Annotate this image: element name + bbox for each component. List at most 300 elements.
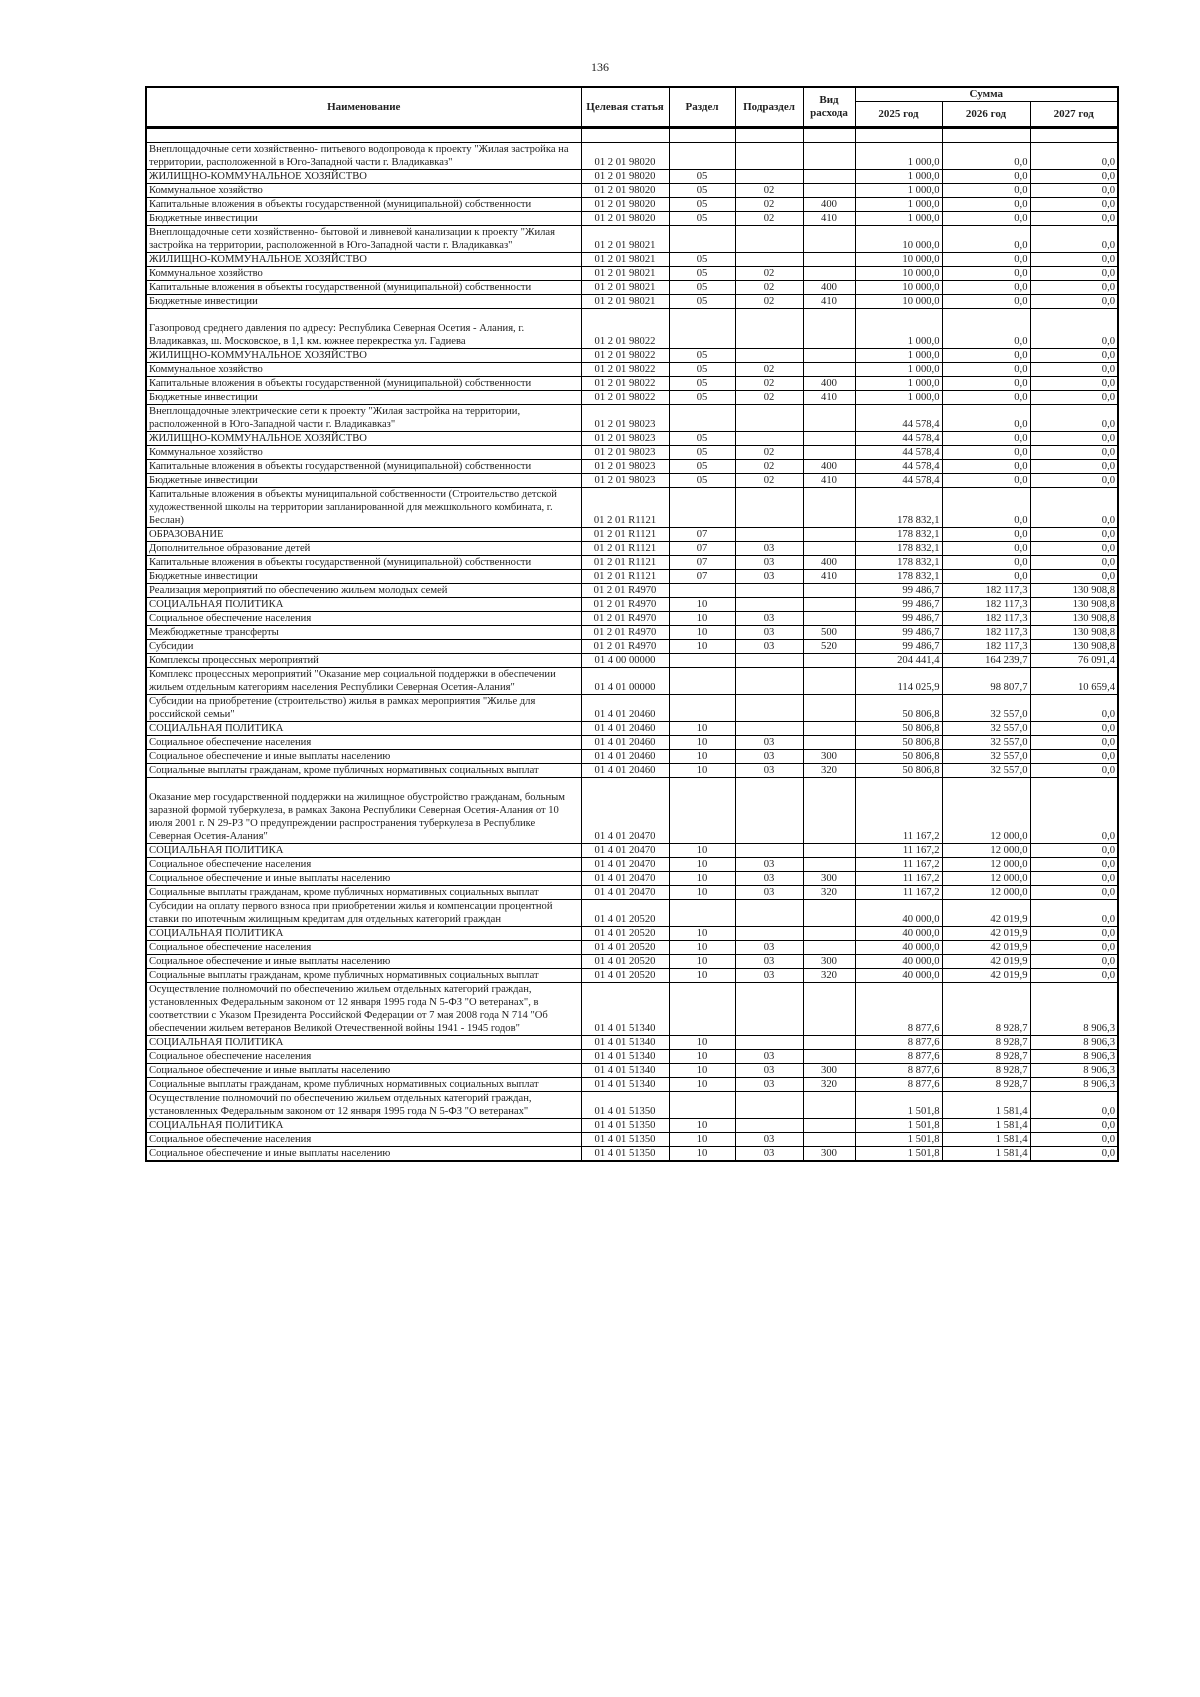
row-sum-2026: 0,0 bbox=[942, 391, 1030, 405]
row-sum-2025: 1 000,0 bbox=[855, 184, 942, 198]
row-subsection: 02 bbox=[735, 446, 803, 460]
row-expense-type: 400 bbox=[803, 556, 855, 570]
row-name: Коммунальное хозяйство bbox=[146, 184, 581, 198]
row-section: 05 bbox=[669, 446, 735, 460]
row-target-code: 01 2 01 98022 bbox=[581, 363, 669, 377]
row-sum-2026: 32 557,0 bbox=[942, 764, 1030, 778]
row-sum-2025: 10 000,0 bbox=[855, 295, 942, 309]
row-sum-2025: 204 441,4 bbox=[855, 654, 942, 668]
row-target-code: 01 2 01 R1121 bbox=[581, 528, 669, 542]
row-sum-2027: 0,0 bbox=[1030, 432, 1118, 446]
row-sum-2026: 164 239,7 bbox=[942, 654, 1030, 668]
row-name: Социальные выплаты гражданам, кроме публичных нормативных социальных выплат bbox=[146, 764, 581, 778]
row-section: 10 bbox=[669, 722, 735, 736]
row-name: ЖИЛИЩНО-КОММУНАЛЬНОЕ ХОЗЯЙСТВО bbox=[146, 349, 581, 363]
row-sum-2025: 50 806,8 bbox=[855, 736, 942, 750]
row-section: 10 bbox=[669, 1078, 735, 1092]
row-subsection: 02 bbox=[735, 363, 803, 377]
row-subsection bbox=[735, 654, 803, 668]
row-name: Внеплощадочные сети хозяйственно- бытовой и ливневой канализации к проекту "Жилая застройка на территории, расположенной в Юго-Западной части г. Владикавказ" bbox=[146, 226, 581, 253]
row-sum-2027: 0,0 bbox=[1030, 1119, 1118, 1133]
row-sum-2026: 0,0 bbox=[942, 226, 1030, 253]
row-sum-2026: 0,0 bbox=[942, 349, 1030, 363]
table-row bbox=[146, 1147, 1118, 1162]
row-target-code: 01 2 01 98023 bbox=[581, 432, 669, 446]
row-target-code: 01 2 01 R4970 bbox=[581, 626, 669, 640]
row-target-code: 01 4 01 51350 bbox=[581, 1119, 669, 1133]
row-sum-2026: 42 019,9 bbox=[942, 955, 1030, 969]
row-name: Социальное обеспечение населения bbox=[146, 941, 581, 955]
row-subsection bbox=[735, 844, 803, 858]
table-row bbox=[146, 1078, 1118, 1092]
row-sum-2025: 40 000,0 bbox=[855, 955, 942, 969]
row-subsection bbox=[735, 405, 803, 432]
row-expense-type bbox=[803, 722, 855, 736]
row-expense-type bbox=[803, 184, 855, 198]
row-subsection bbox=[735, 226, 803, 253]
row-subsection: 03 bbox=[735, 640, 803, 654]
row-section: 10 bbox=[669, 598, 735, 612]
row-name: Бюджетные инвестиции bbox=[146, 212, 581, 226]
row-sum-2025: 10 000,0 bbox=[855, 226, 942, 253]
row-sum-2025: 178 832,1 bbox=[855, 570, 942, 584]
table-row bbox=[146, 184, 1118, 198]
row-sum-2026: 0,0 bbox=[942, 184, 1030, 198]
table-row bbox=[146, 570, 1118, 584]
row-name: ЖИЛИЩНО-КОММУНАЛЬНОЕ ХОЗЯЙСТВО bbox=[146, 253, 581, 267]
row-sum-2027: 8 906,3 bbox=[1030, 1064, 1118, 1078]
row-sum-2027: 0,0 bbox=[1030, 764, 1118, 778]
row-name: ЖИЛИЩНО-КОММУНАЛЬНОЕ ХОЗЯЙСТВО bbox=[146, 432, 581, 446]
row-subsection: 03 bbox=[735, 872, 803, 886]
table-row bbox=[146, 281, 1118, 295]
row-sum-2025: 1 000,0 bbox=[855, 349, 942, 363]
table-row bbox=[146, 212, 1118, 226]
row-sum-2026: 32 557,0 bbox=[942, 695, 1030, 722]
row-name: Коммунальное хозяйство bbox=[146, 446, 581, 460]
row-section: 05 bbox=[669, 253, 735, 267]
row-sum-2025: 40 000,0 bbox=[855, 969, 942, 983]
table-row bbox=[146, 941, 1118, 955]
row-sum-2025: 1 501,8 bbox=[855, 1119, 942, 1133]
header-subsection: Подраздел bbox=[735, 87, 803, 128]
row-sum-2026: 1 581,4 bbox=[942, 1133, 1030, 1147]
row-expense-type bbox=[803, 844, 855, 858]
row-section bbox=[669, 405, 735, 432]
row-section: 10 bbox=[669, 955, 735, 969]
row-expense-type: 300 bbox=[803, 750, 855, 764]
row-sum-2026: 0,0 bbox=[942, 528, 1030, 542]
row-section: 05 bbox=[669, 184, 735, 198]
row-sum-2026: 0,0 bbox=[942, 542, 1030, 556]
row-subsection: 02 bbox=[735, 281, 803, 295]
row-expense-type bbox=[803, 1133, 855, 1147]
row-sum-2027: 8 906,3 bbox=[1030, 1036, 1118, 1050]
row-section: 10 bbox=[669, 612, 735, 626]
table-row bbox=[146, 488, 1118, 528]
row-section: 10 bbox=[669, 640, 735, 654]
row-subsection: 02 bbox=[735, 391, 803, 405]
row-section bbox=[669, 143, 735, 170]
header-year-2025: 2025 год bbox=[855, 102, 942, 128]
row-name: Осуществление полномочий по обеспечению жильем отдельных категорий граждан, установленных Федеральным законом от 12 января 1995 года N 5-ФЗ "О ветеранах" bbox=[146, 1092, 581, 1119]
row-target-code: 01 2 01 R4970 bbox=[581, 598, 669, 612]
row-sum-2027: 0,0 bbox=[1030, 695, 1118, 722]
row-section: 10 bbox=[669, 1147, 735, 1162]
table-row bbox=[146, 955, 1118, 969]
row-subsection: 02 bbox=[735, 212, 803, 226]
row-name: Внеплощадочные электрические сети к проекту "Жилая застройка на территории, расположенной в Юго-Западной части г. Владикавказ" bbox=[146, 405, 581, 432]
row-expense-type bbox=[803, 695, 855, 722]
row-subsection bbox=[735, 528, 803, 542]
row-sum-2025: 178 832,1 bbox=[855, 542, 942, 556]
row-target-code: 01 2 01 R4970 bbox=[581, 584, 669, 598]
row-name: СОЦИАЛЬНАЯ ПОЛИТИКА bbox=[146, 1119, 581, 1133]
row-target-code: 01 4 01 20460 bbox=[581, 722, 669, 736]
row-subsection: 03 bbox=[735, 626, 803, 640]
row-expense-type bbox=[803, 1036, 855, 1050]
row-sum-2026: 42 019,9 bbox=[942, 941, 1030, 955]
row-subsection: 02 bbox=[735, 267, 803, 281]
row-expense-type bbox=[803, 1050, 855, 1064]
row-sum-2026: 0,0 bbox=[942, 363, 1030, 377]
row-subsection: 03 bbox=[735, 750, 803, 764]
row-section: 05 bbox=[669, 295, 735, 309]
row-sum-2027: 0,0 bbox=[1030, 253, 1118, 267]
row-subsection bbox=[735, 349, 803, 363]
row-target-code: 01 4 01 51340 bbox=[581, 983, 669, 1036]
table-row bbox=[146, 612, 1118, 626]
row-sum-2027: 0,0 bbox=[1030, 1133, 1118, 1147]
table-row bbox=[146, 722, 1118, 736]
row-target-code: 01 4 01 20520 bbox=[581, 969, 669, 983]
table-row bbox=[146, 598, 1118, 612]
row-section bbox=[669, 900, 735, 927]
table-row bbox=[146, 377, 1118, 391]
row-sum-2027: 0,0 bbox=[1030, 941, 1118, 955]
row-target-code: 01 2 01 98022 bbox=[581, 349, 669, 363]
row-sum-2027: 0,0 bbox=[1030, 570, 1118, 584]
row-section bbox=[669, 668, 735, 695]
row-target-code: 01 4 01 20460 bbox=[581, 750, 669, 764]
row-sum-2027: 130 908,8 bbox=[1030, 584, 1118, 598]
row-subsection bbox=[735, 983, 803, 1036]
table-row bbox=[146, 654, 1118, 668]
row-expense-type bbox=[803, 528, 855, 542]
table-row bbox=[146, 542, 1118, 556]
row-sum-2026: 8 928,7 bbox=[942, 983, 1030, 1036]
row-expense-type: 520 bbox=[803, 640, 855, 654]
row-target-code: 01 4 01 20460 bbox=[581, 736, 669, 750]
row-sum-2027: 0,0 bbox=[1030, 1147, 1118, 1162]
table-row bbox=[146, 900, 1118, 927]
row-sum-2026: 182 117,3 bbox=[942, 598, 1030, 612]
row-section: 10 bbox=[669, 1036, 735, 1050]
row-target-code: 01 4 01 20470 bbox=[581, 872, 669, 886]
row-sum-2026: 8 928,7 bbox=[942, 1078, 1030, 1092]
row-section: 05 bbox=[669, 391, 735, 405]
row-expense-type bbox=[803, 542, 855, 556]
header-name: Наименование bbox=[146, 87, 581, 128]
row-expense-type: 400 bbox=[803, 198, 855, 212]
table-row bbox=[146, 778, 1118, 844]
row-name: Дополнительное образование детей bbox=[146, 542, 581, 556]
row-sum-2027: 0,0 bbox=[1030, 377, 1118, 391]
table-row bbox=[146, 886, 1118, 900]
table-row bbox=[146, 1119, 1118, 1133]
row-name: Субсидии на приобретение (строительство) жилья в рамках мероприятия "Жилье для российской семьи" bbox=[146, 695, 581, 722]
row-subsection bbox=[735, 432, 803, 446]
row-name: СОЦИАЛЬНАЯ ПОЛИТИКА bbox=[146, 598, 581, 612]
table-row bbox=[146, 267, 1118, 281]
row-sum-2025: 1 501,8 bbox=[855, 1147, 942, 1162]
table-row bbox=[146, 253, 1118, 267]
table-row bbox=[146, 349, 1118, 363]
header-section: Раздел bbox=[669, 87, 735, 128]
table-row bbox=[146, 405, 1118, 432]
row-section: 07 bbox=[669, 570, 735, 584]
row-target-code: 01 2 01 98023 bbox=[581, 474, 669, 488]
row-name: Социальные выплаты гражданам, кроме публичных нормативных социальных выплат bbox=[146, 969, 581, 983]
row-subsection: 03 bbox=[735, 886, 803, 900]
row-sum-2027: 0,0 bbox=[1030, 446, 1118, 460]
row-expense-type bbox=[803, 612, 855, 626]
row-sum-2026: 42 019,9 bbox=[942, 969, 1030, 983]
row-sum-2026: 1 581,4 bbox=[942, 1092, 1030, 1119]
row-section: 10 bbox=[669, 1064, 735, 1078]
table-row bbox=[146, 584, 1118, 598]
row-name: Социальное обеспечение населения bbox=[146, 736, 581, 750]
row-expense-type: 320 bbox=[803, 1078, 855, 1092]
row-name: Капитальные вложения в объекты государственной (муниципальной) собственности bbox=[146, 556, 581, 570]
row-sum-2027: 0,0 bbox=[1030, 184, 1118, 198]
row-expense-type: 410 bbox=[803, 295, 855, 309]
row-sum-2027: 0,0 bbox=[1030, 281, 1118, 295]
row-sum-2027: 0,0 bbox=[1030, 488, 1118, 528]
row-target-code: 01 4 01 20470 bbox=[581, 886, 669, 900]
row-name: Социальное обеспечение и иные выплаты населению bbox=[146, 955, 581, 969]
row-sum-2026: 98 807,7 bbox=[942, 668, 1030, 695]
row-sum-2026: 42 019,9 bbox=[942, 927, 1030, 941]
row-expense-type bbox=[803, 778, 855, 844]
row-sum-2027: 0,0 bbox=[1030, 722, 1118, 736]
row-expense-type: 300 bbox=[803, 955, 855, 969]
table-row bbox=[146, 1092, 1118, 1119]
row-expense-type bbox=[803, 927, 855, 941]
row-sum-2027: 0,0 bbox=[1030, 886, 1118, 900]
row-sum-2027: 0,0 bbox=[1030, 872, 1118, 886]
row-sum-2025: 40 000,0 bbox=[855, 941, 942, 955]
row-sum-2027: 0,0 bbox=[1030, 474, 1118, 488]
row-sum-2027: 0,0 bbox=[1030, 295, 1118, 309]
row-expense-type: 400 bbox=[803, 281, 855, 295]
page-number: 136 bbox=[591, 60, 609, 74]
row-sum-2026: 182 117,3 bbox=[942, 640, 1030, 654]
row-subsection: 03 bbox=[735, 556, 803, 570]
row-sum-2027: 0,0 bbox=[1030, 844, 1118, 858]
row-section: 10 bbox=[669, 969, 735, 983]
row-sum-2026: 8 928,7 bbox=[942, 1050, 1030, 1064]
row-target-code: 01 2 01 98022 bbox=[581, 309, 669, 349]
row-name: Социальное обеспечение населения bbox=[146, 612, 581, 626]
row-subsection bbox=[735, 170, 803, 184]
row-section: 10 bbox=[669, 886, 735, 900]
table-row bbox=[146, 736, 1118, 750]
row-subsection: 03 bbox=[735, 1064, 803, 1078]
row-target-code: 01 2 01 98020 bbox=[581, 212, 669, 226]
row-name: Бюджетные инвестиции bbox=[146, 391, 581, 405]
row-name: Социальное обеспечение населения bbox=[146, 1050, 581, 1064]
row-sum-2027: 0,0 bbox=[1030, 267, 1118, 281]
row-sum-2027: 0,0 bbox=[1030, 391, 1118, 405]
row-subsection bbox=[735, 1119, 803, 1133]
row-name: Коммунальное хозяйство bbox=[146, 267, 581, 281]
row-sum-2027: 8 906,3 bbox=[1030, 1078, 1118, 1092]
row-sum-2026: 42 019,9 bbox=[942, 900, 1030, 927]
row-sum-2025: 8 877,6 bbox=[855, 1050, 942, 1064]
row-sum-2026: 32 557,0 bbox=[942, 736, 1030, 750]
row-section: 10 bbox=[669, 941, 735, 955]
row-sum-2025: 1 000,0 bbox=[855, 143, 942, 170]
row-section: 05 bbox=[669, 267, 735, 281]
row-expense-type bbox=[803, 983, 855, 1036]
table-row bbox=[146, 432, 1118, 446]
row-name: Социальное обеспечение населения bbox=[146, 1133, 581, 1147]
row-sum-2026: 0,0 bbox=[942, 267, 1030, 281]
row-expense-type bbox=[803, 253, 855, 267]
header-expense-type: Вид расхода bbox=[803, 87, 855, 128]
row-expense-type: 320 bbox=[803, 764, 855, 778]
row-target-code: 01 2 01 R1121 bbox=[581, 542, 669, 556]
row-subsection: 03 bbox=[735, 1078, 803, 1092]
row-target-code: 01 4 01 20460 bbox=[581, 764, 669, 778]
row-subsection bbox=[735, 253, 803, 267]
row-name: Внеплощадочные сети хозяйственно- питьевого водопровода к проекту "Жилая застройка на территории, расположенной в Юго-Западной части г. Владикавказ" bbox=[146, 143, 581, 170]
row-sum-2025: 50 806,8 bbox=[855, 750, 942, 764]
table-row bbox=[146, 446, 1118, 460]
row-sum-2027: 0,0 bbox=[1030, 556, 1118, 570]
row-subsection: 02 bbox=[735, 377, 803, 391]
row-sum-2026: 1 581,4 bbox=[942, 1119, 1030, 1133]
row-target-code: 01 2 01 98020 bbox=[581, 184, 669, 198]
row-sum-2025: 44 578,4 bbox=[855, 432, 942, 446]
row-section: 05 bbox=[669, 474, 735, 488]
row-sum-2026: 0,0 bbox=[942, 446, 1030, 460]
table-row bbox=[146, 1064, 1118, 1078]
row-subsection: 03 bbox=[735, 1147, 803, 1162]
row-subsection: 02 bbox=[735, 184, 803, 198]
row-section: 10 bbox=[669, 736, 735, 750]
row-section: 07 bbox=[669, 542, 735, 556]
row-sum-2025: 40 000,0 bbox=[855, 900, 942, 927]
table-row bbox=[146, 198, 1118, 212]
row-name: Газопровод среднего давления по адресу: Республика Северная Осетия - Алания, г. Владикавказ, ш. Московское, в 1,1 км. южнее перекрестка ул. Гадиева bbox=[146, 309, 581, 349]
row-expense-type bbox=[803, 654, 855, 668]
row-sum-2025: 11 167,2 bbox=[855, 778, 942, 844]
row-sum-2026: 182 117,3 bbox=[942, 626, 1030, 640]
row-expense-type bbox=[803, 446, 855, 460]
row-sum-2025: 1 000,0 bbox=[855, 363, 942, 377]
row-subsection: 03 bbox=[735, 969, 803, 983]
row-name: Социальное обеспечение населения bbox=[146, 858, 581, 872]
row-target-code: 01 2 01 98021 bbox=[581, 267, 669, 281]
row-sum-2027: 130 908,8 bbox=[1030, 640, 1118, 654]
row-expense-type bbox=[803, 309, 855, 349]
row-expense-type: 300 bbox=[803, 1064, 855, 1078]
row-expense-type: 300 bbox=[803, 1147, 855, 1162]
row-sum-2027: 0,0 bbox=[1030, 460, 1118, 474]
row-sum-2026: 32 557,0 bbox=[942, 722, 1030, 736]
row-section: 07 bbox=[669, 528, 735, 542]
row-section: 10 bbox=[669, 764, 735, 778]
row-sum-2026: 0,0 bbox=[942, 570, 1030, 584]
row-sum-2025: 10 000,0 bbox=[855, 267, 942, 281]
row-expense-type bbox=[803, 432, 855, 446]
row-name: СОЦИАЛЬНАЯ ПОЛИТИКА bbox=[146, 927, 581, 941]
header-year-2027: 2027 год bbox=[1030, 102, 1118, 128]
row-section bbox=[669, 309, 735, 349]
row-subsection bbox=[735, 598, 803, 612]
row-subsection bbox=[735, 900, 803, 927]
spacer-row bbox=[146, 128, 1118, 143]
row-subsection: 03 bbox=[735, 612, 803, 626]
row-target-code: 01 4 01 51350 bbox=[581, 1147, 669, 1162]
row-subsection: 03 bbox=[735, 570, 803, 584]
table-row bbox=[146, 363, 1118, 377]
row-expense-type bbox=[803, 598, 855, 612]
row-subsection bbox=[735, 584, 803, 598]
table-row bbox=[146, 668, 1118, 695]
row-sum-2025: 1 000,0 bbox=[855, 309, 942, 349]
row-sum-2025: 10 000,0 bbox=[855, 281, 942, 295]
row-sum-2025: 11 167,2 bbox=[855, 886, 942, 900]
row-sum-2027: 0,0 bbox=[1030, 927, 1118, 941]
row-sum-2027: 0,0 bbox=[1030, 528, 1118, 542]
row-sum-2026: 0,0 bbox=[942, 474, 1030, 488]
row-expense-type bbox=[803, 941, 855, 955]
row-subsection bbox=[735, 143, 803, 170]
row-target-code: 01 4 01 51340 bbox=[581, 1064, 669, 1078]
row-sum-2027: 0,0 bbox=[1030, 778, 1118, 844]
table-row bbox=[146, 460, 1118, 474]
row-name: Осуществление полномочий по обеспечению жильем отдельных категорий граждан, установленных Федеральным законом от 12 января 1995 года N 5-ФЗ "О ветеранах", в соответствии с Указом Президента Российской Федерации от 7 мая 2008 года N 714 "Об обеспечении жильем ветеранов Великой Отечественной войны 1941 - 1945 годов" bbox=[146, 983, 581, 1036]
row-subsection bbox=[735, 668, 803, 695]
row-name: Бюджетные инвестиции bbox=[146, 474, 581, 488]
table-row bbox=[146, 983, 1118, 1036]
row-section: 05 bbox=[669, 460, 735, 474]
row-subsection: 03 bbox=[735, 542, 803, 556]
row-name: Комплекс процессных мероприятий "Оказание мер социальной поддержки в обеспечении жильем отдельным категориям населения Республики Северная Осетия-Алания" bbox=[146, 668, 581, 695]
table-row bbox=[146, 226, 1118, 253]
row-target-code: 01 2 01 98022 bbox=[581, 377, 669, 391]
row-expense-type: 320 bbox=[803, 969, 855, 983]
row-sum-2027: 0,0 bbox=[1030, 955, 1118, 969]
row-sum-2026: 0,0 bbox=[942, 460, 1030, 474]
row-subsection: 02 bbox=[735, 295, 803, 309]
row-subsection bbox=[735, 1036, 803, 1050]
row-sum-2026: 182 117,3 bbox=[942, 612, 1030, 626]
header-sum: Сумма bbox=[855, 87, 1118, 102]
row-subsection: 02 bbox=[735, 474, 803, 488]
table-header bbox=[146, 87, 1118, 128]
row-sum-2027: 0,0 bbox=[1030, 542, 1118, 556]
row-sum-2025: 8 877,6 bbox=[855, 983, 942, 1036]
row-name: Коммунальное хозяйство bbox=[146, 363, 581, 377]
row-sum-2027: 0,0 bbox=[1030, 736, 1118, 750]
row-sum-2025: 99 486,7 bbox=[855, 640, 942, 654]
row-sum-2025: 44 578,4 bbox=[855, 460, 942, 474]
row-sum-2026: 0,0 bbox=[942, 281, 1030, 295]
